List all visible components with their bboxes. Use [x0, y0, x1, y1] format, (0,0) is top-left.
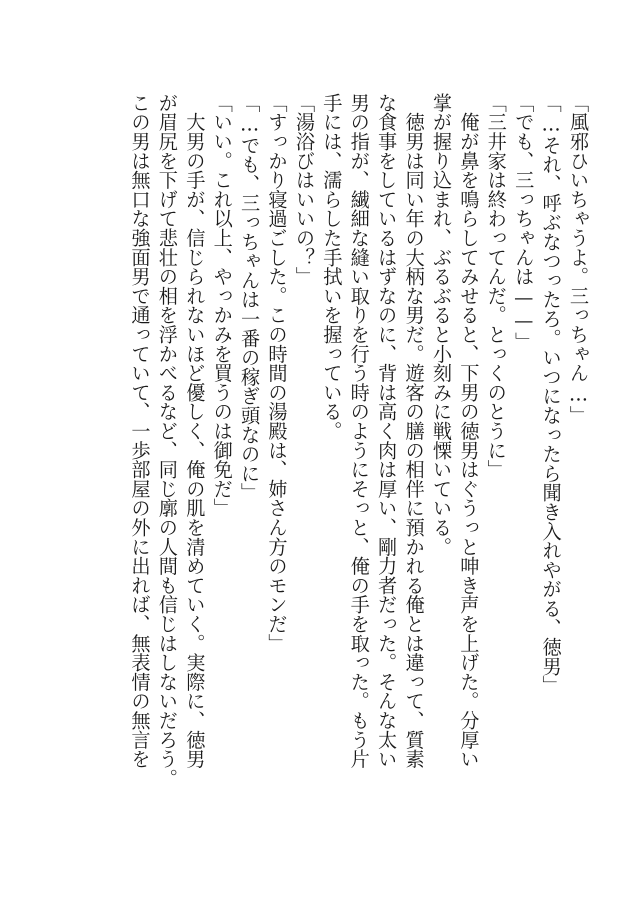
text-line: 俺が鼻を鳴らしてみせると、下男の徳男はぐうっと呻き声を上げた。分厚い [457, 93, 481, 769]
vertical-text-body [52, 93, 592, 853]
text-line: 「いい。これ以上、やっかみを買うのは御免だ」 [210, 93, 234, 518]
text-line: な食事をしているはずなのに、背は高く肉は厚い、剛力者だった。そんな太い [375, 93, 399, 769]
text-line: 掌が握り込まれ、ぶるぶると小刻みに戦慄いている。 [429, 93, 453, 557]
text-line: 手には、濡らした手拭いを握っている。 [320, 93, 344, 441]
text-line: 「でも、三っちゃんは——」 [512, 93, 536, 352]
text-line: 「…それ、呼ぶなつったろ。いつになったら聞き入れやがる、徳男」 [539, 93, 563, 696]
text-line: 「三井家は終わってんだ。とっくのとうに」 [484, 93, 508, 479]
text-line: が眉尻を下げて悲壮の相を浮かべるなど、同じ廓の人間も信じはしないだろう。 [155, 93, 179, 788]
text-line: 「すっかり寝過ごした。この時間の湯殿は、姉さん方のモンだ」 [265, 93, 289, 653]
text-line: この男は無口な強面男で通っていて、一歩部屋の外に出れば、無表情の無言を [128, 93, 152, 769]
text-line: 「…でも、三っちゃんは一番の稼ぎ頭なのに」 [238, 93, 262, 503]
text-line: 大男の手が、信じられないほど優しく、俺の肌を清めていく。実際に、徳男 [183, 93, 207, 769]
text-line: 徳男は同い年の大柄な男だ。遊客の膳の相伴に預かれる俺とは違って、質素 [402, 93, 426, 769]
text-line: 「風邪ひいちゃうよ。三っちゃん…」 [567, 93, 590, 425]
text-line: 男の指が、繊細な縫い取りを行う時のようにそっと、俺の手を取った。もう片 [347, 93, 371, 769]
text-line: 「湯浴びはいいの？」 [292, 93, 316, 286]
